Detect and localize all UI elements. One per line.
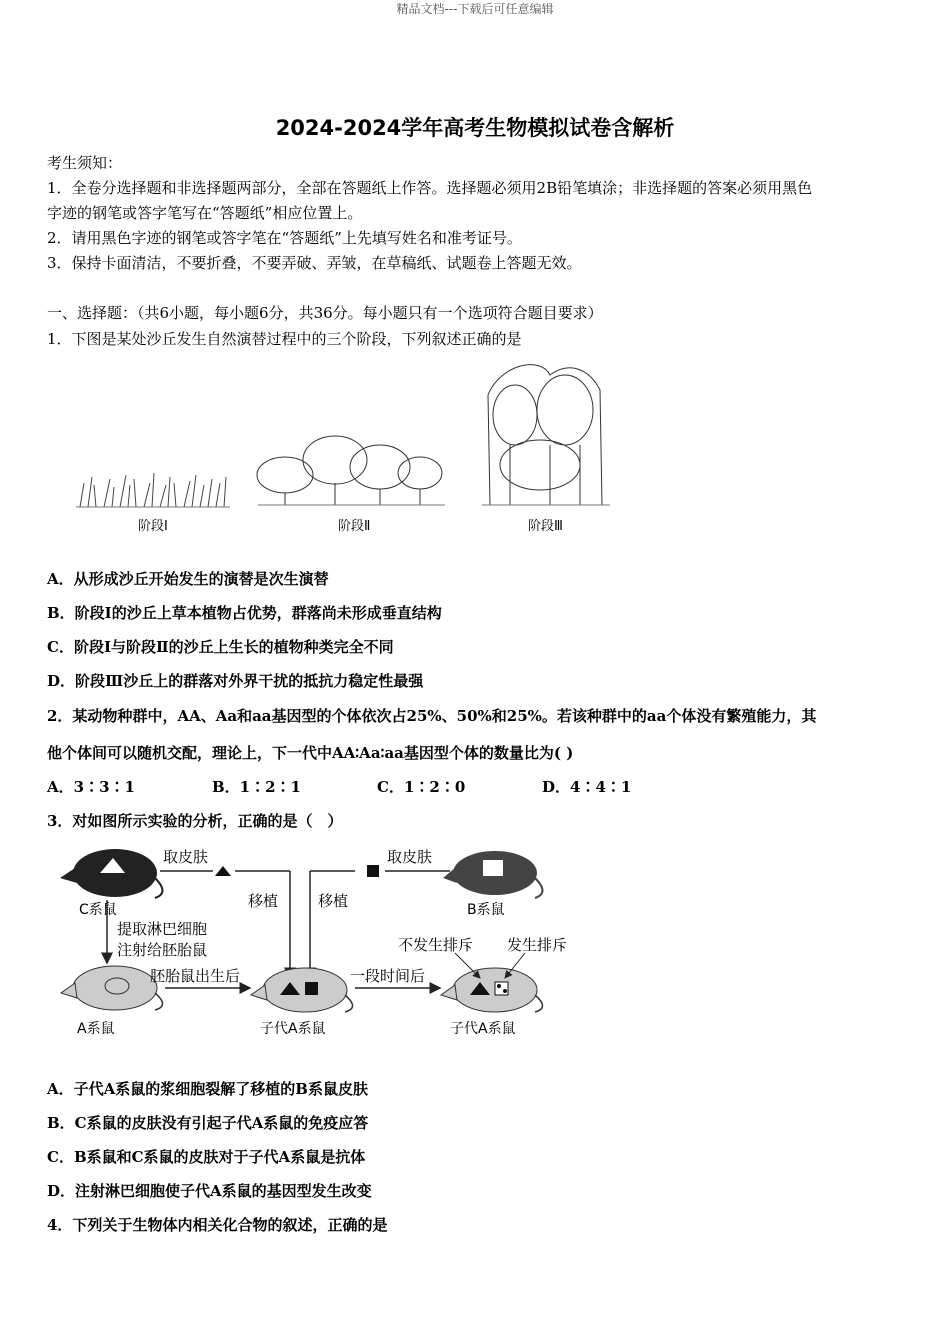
- stage3-forest: [482, 365, 610, 505]
- notice-item: 3．保持卡面清洁，不要折叠，不要弄破、弄皱，在草稿纸、试题卷上答题无效。: [47, 254, 582, 272]
- header-note: 精品文档---下载后可任意编辑: [396, 2, 554, 16]
- label-take-skin-right: 取皮肤: [387, 848, 433, 866]
- label-transplant-left: 移植: [248, 892, 279, 910]
- q2-option-b: B．1∶2∶1: [212, 778, 301, 796]
- label-offspring-2: 子代A系鼠: [450, 1021, 516, 1037]
- label-transplant-right: 移植: [318, 892, 349, 910]
- q4-stem: 4．下列关于生物体内相关化合物的叙述，正确的是: [47, 1216, 388, 1234]
- label-take-skin-left: 取皮肤: [163, 848, 209, 866]
- notice-heading: 考生须知：: [47, 154, 123, 172]
- q3-option-b: B．C系鼠的皮肤没有引起子代A系鼠的免疫应答: [47, 1114, 369, 1132]
- succession-figure: [70, 355, 610, 540]
- q3-option-c: C．B系鼠和C系鼠的皮肤对于子代A系鼠是抗体: [47, 1148, 366, 1166]
- label-birth: 胚胎鼠出生后: [150, 967, 241, 985]
- stage1-label: 阶段Ⅰ: [138, 519, 168, 534]
- label-rejection: 发生排斥: [507, 936, 568, 954]
- page-title: 2024-2024学年高考生物模拟试卷含解析: [275, 116, 675, 140]
- c-mouse-icon: [60, 849, 163, 898]
- label-c-mouse: C系鼠: [79, 902, 117, 918]
- q2-option-d: D．4∶4∶1: [542, 778, 632, 796]
- notice-item: 1．全卷分选择题和非选择题两部分，全部在答题纸上作答。选择题必须用2B铅笔填涂；非选择题的答案必须用黑色: [47, 179, 813, 197]
- q2-option-a: A．3∶3∶1: [47, 778, 135, 796]
- stage2-label: 阶段Ⅱ: [338, 519, 371, 534]
- q3-option-a: A．子代A系鼠的浆细胞裂解了移植的B系鼠皮肤: [47, 1080, 368, 1098]
- label-later: 一段时间后: [350, 967, 426, 985]
- stage1-grass: [76, 473, 230, 507]
- label-extract-1: 提取淋巴细胞: [117, 920, 208, 938]
- offspring-mouse-1-icon: [251, 968, 353, 1012]
- label-no-rejection: 不发生排斥: [398, 936, 474, 954]
- stage3-label: 阶段Ⅲ: [528, 519, 563, 534]
- section-heading: 一、选择题：（共6小题，每小题6分，共36分。每小题只有一个选项符合题目要求）: [47, 304, 603, 322]
- notice-item: 字迹的钢笔或答字笔写在“答题纸”相应位置上。: [47, 204, 363, 222]
- q1-option-b: B．阶段Ⅰ的沙丘上草本植物占优势，群落尚未形成垂直结构: [47, 604, 442, 622]
- q2-stem-line1: 2．某动物种群中，AA、Aa和aa基因型的个体依次占25%、50%和25%。若该种群中的aa个体没有繁殖能力，其: [47, 707, 817, 725]
- transplant-figure: [55, 838, 585, 1043]
- q1-option-d: D．阶段Ⅲ沙丘上的群落对外界干扰的抵抗力稳定性最强: [47, 672, 424, 690]
- q2-stem-line2: 他个体间可以随机交配，理论上，下一代中AA∶Aa∶aa基因型个体的数量比为( ): [47, 744, 574, 762]
- label-offspring-1: 子代A系鼠: [260, 1021, 326, 1037]
- square-skin-icon: [367, 865, 379, 877]
- a-mouse-icon: [61, 966, 163, 1010]
- q3-option-d: D．注射淋巴细胞使子代A系鼠的基因型发生改变: [47, 1182, 372, 1200]
- label-a-mouse: A系鼠: [77, 1021, 115, 1037]
- b-mouse-icon: [443, 851, 543, 898]
- q1-stem: 1．下图是某处沙丘发生自然演替过程中的三个阶段，下列叙述正确的是: [47, 330, 522, 348]
- q2-option-c: C．1∶2∶0: [377, 778, 466, 796]
- label-extract-2: 注射给胚胎鼠: [117, 941, 208, 959]
- triangle-skin-icon: [215, 866, 231, 876]
- q1-option-c: C．阶段Ⅰ与阶段Ⅱ的沙丘上生长的植物种类完全不同: [47, 638, 394, 656]
- q1-option-a: A．从形成沙丘开始发生的演替是次生演替: [47, 570, 329, 588]
- offspring-mouse-2-icon: [441, 968, 543, 1012]
- q3-stem: 3．对如图所示实验的分析，正确的是（ ）: [47, 812, 343, 830]
- stage2-shrubs: [257, 436, 445, 505]
- notice-item: 2．请用黑色字迹的钢笔或答字笔在“答题纸”上先填写姓名和准考证号。: [47, 229, 522, 247]
- label-b-mouse: B系鼠: [467, 902, 505, 918]
